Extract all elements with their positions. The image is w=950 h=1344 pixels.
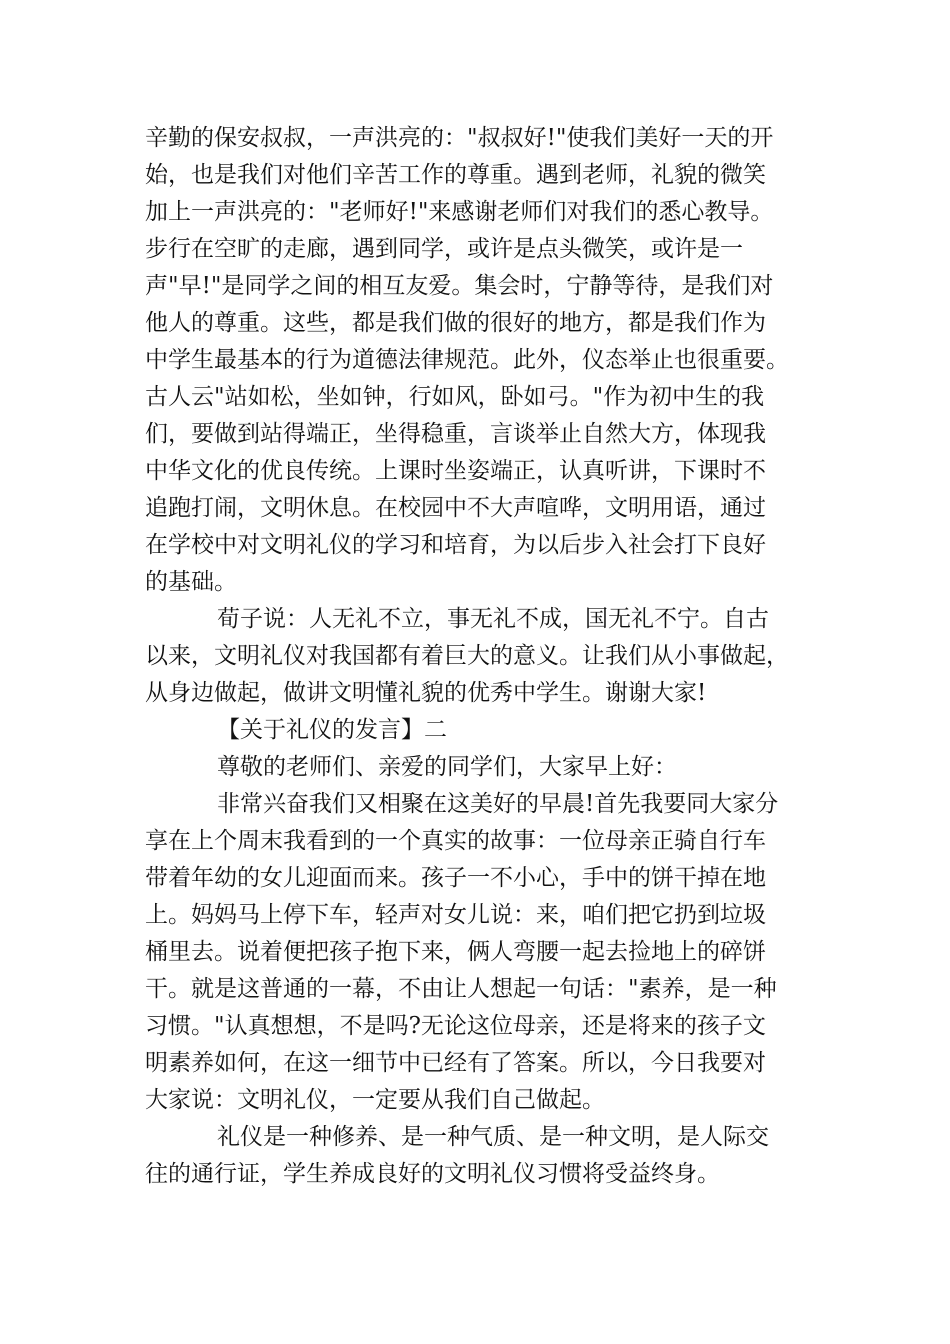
text-line: 辛勤的保安叔叔，一声洪亮的："叔叔好!"使我们美好一天的开 (145, 125, 774, 151)
text-line: 享在上个周末我看到的一个真实的故事：一位母亲正骑自行车 (145, 828, 766, 854)
text-line: 他人的尊重。这些，都是我们做的很好的地方，都是我们作为 (145, 310, 766, 336)
text-line: 始，也是我们对他们辛苦工作的尊重。遇到老师，礼貌的微笑 (145, 162, 766, 188)
text-line: 声"早!"是同学之间的相互友爱。集会时，宁静等待，是我们对 (145, 273, 774, 299)
text-line: 习惯。"认真想想，不是吗?无论这位母亲，还是将来的孩子文 (145, 1013, 766, 1039)
text-line: 步行在空旷的走廊，遇到同学，或许是点头微笑，或许是一 (145, 236, 743, 262)
paragraph (145, 1119, 825, 1193)
text-line: 明素养如何，在这一细节中已经有了答案。所以，今日我要对 (145, 1050, 766, 1076)
text-line: 往的通行证，学生养成良好的文明礼仪习惯将受益终身。 (145, 1161, 720, 1187)
text-line: 桶里去。说着便把孩子抱下来，俩人弯腰一起去捡地上的碎饼 (145, 939, 766, 965)
paragraph (145, 120, 825, 601)
document-body (145, 120, 825, 1193)
text-line: 尊敬的老师们、亲爱的同学们，大家早上好： (217, 754, 677, 780)
text-line: 以来，文明礼仪对我国都有着巨大的意义。让我们从小事做起， (145, 643, 789, 669)
text-line: 中华文化的优良传统。上课时坐姿端正，认真听讲，下课时不 (145, 458, 766, 484)
text-line: 加上一声洪亮的："老师好!"来感谢老师们对我们的悉心教导。 (145, 199, 774, 225)
paragraph (145, 786, 825, 1119)
text-line: 中学生最基本的行为道德法律规范。此外，仪态举止也很重要。 (145, 347, 789, 373)
text-line: 大家说：文明礼仪，一定要从我们自己做起。 (145, 1087, 605, 1113)
text-line: 古人云"站如松，坐如钟，行如风，卧如弓。"作为初中生的我 (145, 384, 765, 410)
text-line: 在学校中对文明礼仪的学习和培育，为以后步入社会打下良好 (145, 532, 766, 558)
text-line: 们，要做到站得端正，坐得稳重，言谈举止自然大方，体现我 (145, 421, 766, 447)
text-line: 荀子说：人无礼不立，事无礼不成，国无礼不宁。自古 (217, 606, 769, 632)
text-line: 干。就是这普通的一幕，不由让人想起一句话："素养，是一种 (145, 976, 777, 1002)
text-line: 礼仪是一种修养、是一种气质、是一种文明，是人际交 (217, 1124, 769, 1150)
paragraph (145, 601, 825, 712)
text-line: 带着年幼的女儿迎面而来。孩子一不小心，手中的饼干掉在地 (145, 865, 766, 891)
text-line: 的基础。 (145, 569, 237, 595)
paragraph (145, 712, 825, 749)
text-line: 追跑打闹，文明休息。在校园中不大声喧哗，文明用语，通过 (145, 495, 766, 521)
text-line: 非常兴奋我们又相聚在这美好的早晨!首先我要同大家分 (217, 791, 779, 817)
paragraph (145, 749, 825, 786)
text-line: 上。妈妈马上停下车，轻声对女儿说：来，咱们把它扔到垃圾 (145, 902, 766, 928)
text-line: 【关于礼仪的发言】二 (217, 717, 447, 743)
text-line: 从身边做起，做讲文明懂礼貌的优秀中学生。谢谢大家! (145, 680, 707, 706)
